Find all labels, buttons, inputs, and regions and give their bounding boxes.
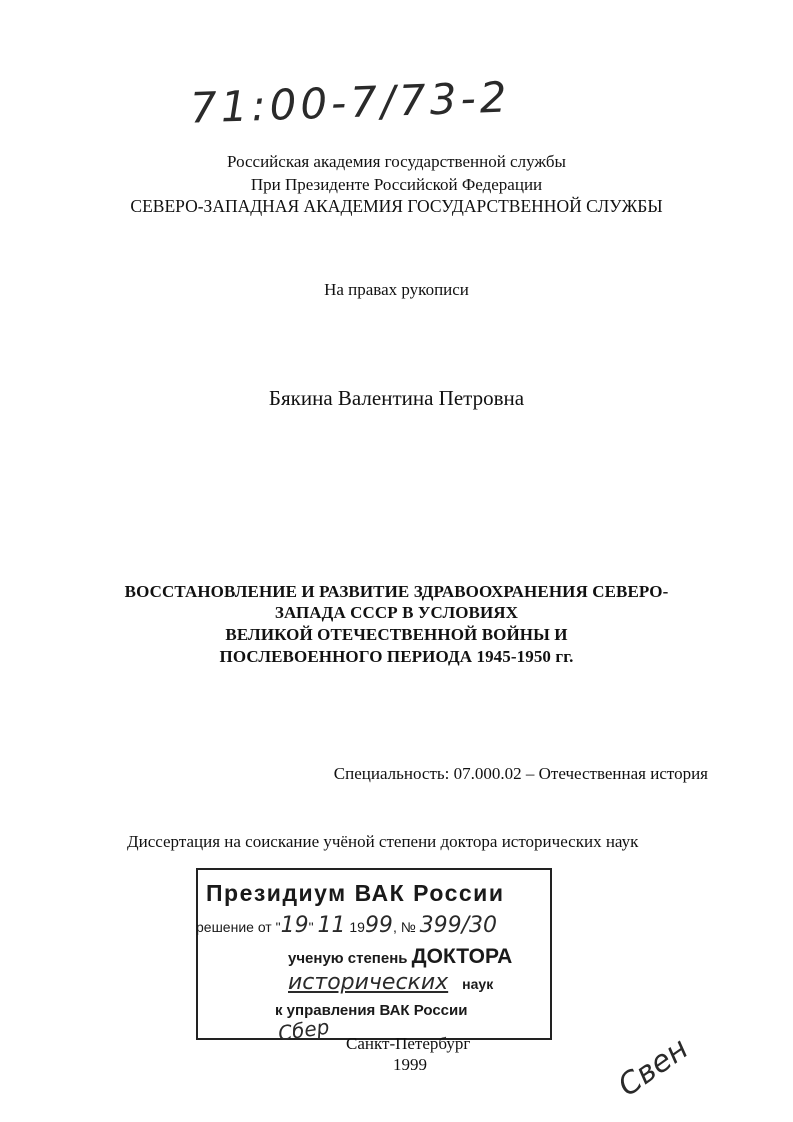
dissertation-note: Диссертация на соискание учёной степени доктора исторических наук xyxy=(127,832,639,851)
stamp-degree-line xyxy=(288,945,512,969)
stamp-decision-prefix: решение от xyxy=(196,919,272,935)
city: Санкт-Петербург xyxy=(346,1034,471,1053)
title-line-2: ЗАПАДА СССР В УСЛОВИЯХ xyxy=(274,603,519,622)
specialty: Специальность: 07.000.02 – Отечественная история xyxy=(333,764,708,783)
stamp-decision-line: решение от "19" 11 1999, № 399/30 xyxy=(196,913,498,938)
signature-handwritten: Свен xyxy=(611,1031,695,1104)
stamp-signature: Сбер xyxy=(276,1014,331,1046)
stamp-degree-value: ДОКТОРА xyxy=(411,945,513,968)
title-line-1: ВОССТАНОВЛЕНИЕ И РАЗВИТИЕ ЗДРАВООХРАНЕНИЯ СЕВЕРО- xyxy=(124,582,669,601)
year: 1999 xyxy=(393,1055,427,1074)
stamp-year-prefix: 19 xyxy=(349,919,365,935)
header-president-line: При Президенте Российской Федерации xyxy=(250,175,543,194)
stamp-field-handwritten: исторических xyxy=(288,970,449,995)
stamp-department: к управления ВАК России xyxy=(275,1002,468,1019)
stamp-heading: Президиум ВАК России xyxy=(206,880,505,906)
author-name: Бякина Валентина Петровна xyxy=(268,386,525,410)
header-nw-academy-line: СЕВЕРО-ЗАПАДНАЯ АКАДЕМИЯ ГОСУДАРСТВЕННОЙ СЛУЖБЫ xyxy=(130,196,663,216)
header-academy-line: Российская академия государственной службы xyxy=(227,152,566,171)
stamp-number: 39 xyxy=(419,913,448,938)
stamp-number-suffix: 9/30 xyxy=(447,913,498,938)
manuscript-note: На правах рукописи xyxy=(324,280,469,299)
stamp-degree-text: ученую степень xyxy=(288,950,408,967)
archive-code-handwritten: 71:00-7/73-2 xyxy=(189,72,512,133)
stamp-month: 11 xyxy=(317,913,346,938)
stamp-field-line xyxy=(288,970,493,995)
stamp-day: 19 xyxy=(280,913,309,938)
title-line-3: ВЕЛИКОЙ ОТЕЧЕСТВЕННОЙ ВОЙНЫ И xyxy=(225,625,568,644)
stamp-year-suffix: 99 xyxy=(364,913,393,938)
stamp-number-prefix: № xyxy=(400,919,416,935)
title-line-4: ПОСЛЕВОЕННОГО ПЕРИОДА 1945-1950 гг. xyxy=(219,647,574,666)
stamp-field-suffix: наук xyxy=(462,976,494,992)
